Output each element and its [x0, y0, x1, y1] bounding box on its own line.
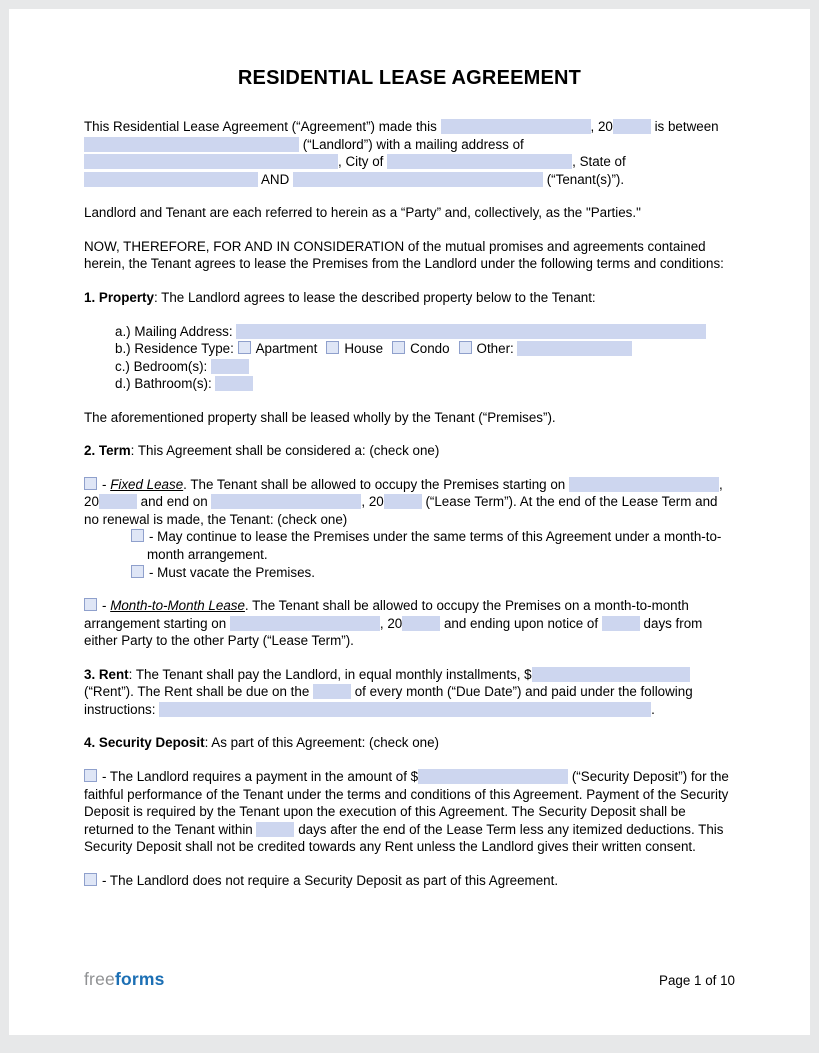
- text-segment: : The Landlord agrees to lease the described property below to the Tenant:: [153, 290, 596, 306]
- brand-free-text: free: [84, 969, 115, 990]
- fixed-lease-paragraph: [84, 476, 735, 529]
- month-to-month-paragraph: [84, 597, 735, 650]
- document-page: [9, 9, 810, 1035]
- option-label-condo: Condo: [410, 341, 450, 357]
- text-segment: -: [102, 598, 111, 614]
- field-state[interactable]: [84, 172, 258, 187]
- freeforms-logo[interactable]: [84, 968, 165, 991]
- consideration-paragraph: NOW, THEREFORE, FOR AND IN CONSIDERATION of the mutual promises and agreements contained herein, the Tenant agrees to lease the Premises from the Landlord under the following terms and conditions:: [84, 238, 724, 272]
- text-segment: (“Landlord”) with a mailing address of: [299, 136, 524, 152]
- field-property-mailing-address[interactable]: [236, 324, 706, 339]
- field-bathrooms[interactable]: [215, 376, 253, 391]
- text-segment: , 20: [361, 494, 384, 510]
- text-segment: . The Tenant shall be allowed to occupy the Premises starting on: [183, 476, 569, 492]
- text-segment: and ending upon notice of: [440, 615, 602, 631]
- option-label-apartment: Apartment: [255, 341, 318, 357]
- deposit-required-paragraph: [84, 768, 735, 856]
- field-payment-instructions[interactable]: [159, 702, 651, 717]
- text-segment: c.) Bedroom(s):: [115, 358, 211, 374]
- text-segment: of every month (“Due Date”) and paid under the following instructions:: [84, 684, 693, 717]
- property-item-mailing-address: [115, 323, 735, 341]
- field-fixed-end-date[interactable]: [211, 494, 361, 509]
- text-segment: , State of: [572, 154, 626, 170]
- checkbox-condo[interactable]: [392, 341, 405, 354]
- text-segment: - Must vacate the Premises.: [149, 564, 315, 580]
- page-number: Page 1 of 10: [659, 973, 735, 989]
- text-segment: , 20: [84, 476, 723, 510]
- text-segment: d.) Bathroom(s):: [115, 376, 216, 392]
- field-fixed-start-date[interactable]: [569, 477, 719, 492]
- field-m2m-notice-days[interactable]: [602, 616, 640, 631]
- text-segment: a.) Mailing Address:: [115, 323, 237, 339]
- property-section-heading: [84, 289, 735, 307]
- field-fixed-start-year[interactable]: [99, 494, 137, 509]
- brand-forms-text: forms: [114, 969, 165, 990]
- page-footer: [84, 968, 735, 991]
- text-segment: (“Security Deposit”) for the faithful performance of the Tenant under the terms and conditions of this Agreement. Payment of the Security Deposit is required by the Tenant upon the execution of this Agreement. The Security Deposit shall be returned to the Tenant within: [84, 768, 729, 837]
- field-rent-due-day[interactable]: [313, 684, 351, 699]
- option-label-house: House: [344, 341, 384, 357]
- checkbox-deposit-required[interactable]: [84, 769, 97, 782]
- property-section-title: 1. Property: [84, 290, 154, 306]
- text-segment: (“Lease Term”). At the end of the Lease Term and no renewal is made, the Tenant: (check one): [84, 494, 718, 527]
- checkbox-month-to-month[interactable]: [84, 598, 97, 611]
- field-landlord-name[interactable]: [84, 137, 299, 152]
- text-segment: AND: [258, 171, 293, 187]
- text-segment: and end on: [136, 494, 212, 510]
- month-to-month-label: Month-to-Month Lease: [110, 598, 245, 614]
- field-deposit-amount[interactable]: [418, 769, 568, 784]
- field-agreement-day[interactable]: [441, 119, 591, 134]
- checkbox-other[interactable]: [459, 341, 472, 354]
- field-bedrooms[interactable]: [211, 359, 249, 374]
- checkbox-may-continue[interactable]: [131, 529, 144, 542]
- text-segment: (“Tenant(s)”).: [542, 171, 625, 187]
- property-item-residence-type: [115, 340, 735, 358]
- parties-paragraph: Landlord and Tenant are each referred to herein as a “Party” and, collectively, as the "Parties.": [84, 205, 641, 221]
- document-title: RESIDENTIAL LEASE AGREEMENT: [237, 67, 582, 89]
- text-segment: : This Agreement shall be considered a: (check one): [130, 443, 440, 459]
- field-city[interactable]: [387, 154, 572, 169]
- text-segment: , 20: [379, 615, 403, 631]
- text-segment: b.) Residence Type:: [115, 341, 238, 357]
- field-landlord-mailing-address[interactable]: [84, 154, 338, 169]
- checkbox-house[interactable]: [326, 341, 339, 354]
- field-m2m-start-date[interactable]: [230, 616, 380, 631]
- text-segment: days after the end of the Lease Term less any itemized deductions. This Security Deposit shall not be credited towards any Rent unless the Landlord gives their written consent.: [84, 821, 724, 855]
- deposit-not-required-paragraph: [84, 872, 735, 890]
- field-tenant-name[interactable]: [293, 172, 543, 187]
- option-label-other: Other:: [476, 341, 518, 357]
- text-segment: , 20: [590, 119, 613, 135]
- checkbox-must-vacate[interactable]: [131, 565, 144, 578]
- fixed-lease-label: Fixed Lease: [110, 476, 184, 492]
- text-segment: - The Landlord does not require a Security Deposit as part of this Agreement.: [102, 872, 559, 888]
- deposit-section-title: 4. Security Deposit: [84, 735, 205, 751]
- property-list: [115, 323, 735, 393]
- property-item-bathrooms: [115, 375, 735, 393]
- option-must-vacate: [131, 564, 735, 582]
- field-m2m-start-year[interactable]: [402, 616, 440, 631]
- text-segment: : As part of this Agreement: (check one): [204, 735, 440, 751]
- property-item-bedrooms: [115, 358, 735, 376]
- text-segment: days from either Party to the other Party (“Lease Term”).: [84, 615, 703, 649]
- option-may-continue: [131, 528, 735, 563]
- field-fixed-end-year[interactable]: [384, 494, 422, 509]
- rent-section-title: 3. Rent: [84, 666, 129, 682]
- text-segment: This Residential Lease Agreement (“Agreement”) made this: [84, 119, 441, 135]
- intro-paragraph: [84, 118, 735, 188]
- text-segment: (“Rent”). The Rent shall be due on the: [84, 684, 314, 700]
- deposit-section-heading: [84, 734, 735, 752]
- text-segment: , City of: [338, 154, 388, 170]
- checkbox-fixed-lease[interactable]: [84, 477, 97, 490]
- text-segment: .: [651, 701, 655, 717]
- text-segment: . The Tenant shall be allowed to occupy the Premises on a month-to-month arrangement starting on: [84, 598, 689, 631]
- term-section-heading: [84, 442, 735, 460]
- field-residence-other[interactable]: [517, 341, 632, 356]
- text-segment: - May continue to lease the Premises under the same terms of this Agreement under a month-to-month arrangement.: [147, 529, 722, 563]
- rent-paragraph: [84, 666, 735, 719]
- text-segment: is between: [650, 119, 719, 135]
- text-segment: - The Landlord requires a payment in the amount of $: [102, 768, 419, 784]
- field-deposit-return-days[interactable]: [256, 822, 294, 837]
- text-segment: -: [102, 476, 111, 492]
- premises-paragraph: The aforementioned property shall be leased wholly by the Tenant (“Premises”).: [84, 409, 556, 425]
- field-agreement-year[interactable]: [613, 119, 651, 134]
- field-rent-amount[interactable]: [532, 667, 690, 682]
- text-segment: : The Tenant shall pay the Landlord, in equal monthly installments, $: [128, 666, 532, 682]
- checkbox-apartment[interactable]: [238, 341, 251, 354]
- checkbox-deposit-not-required[interactable]: [84, 873, 97, 886]
- term-section-title: 2. Term: [84, 443, 131, 459]
